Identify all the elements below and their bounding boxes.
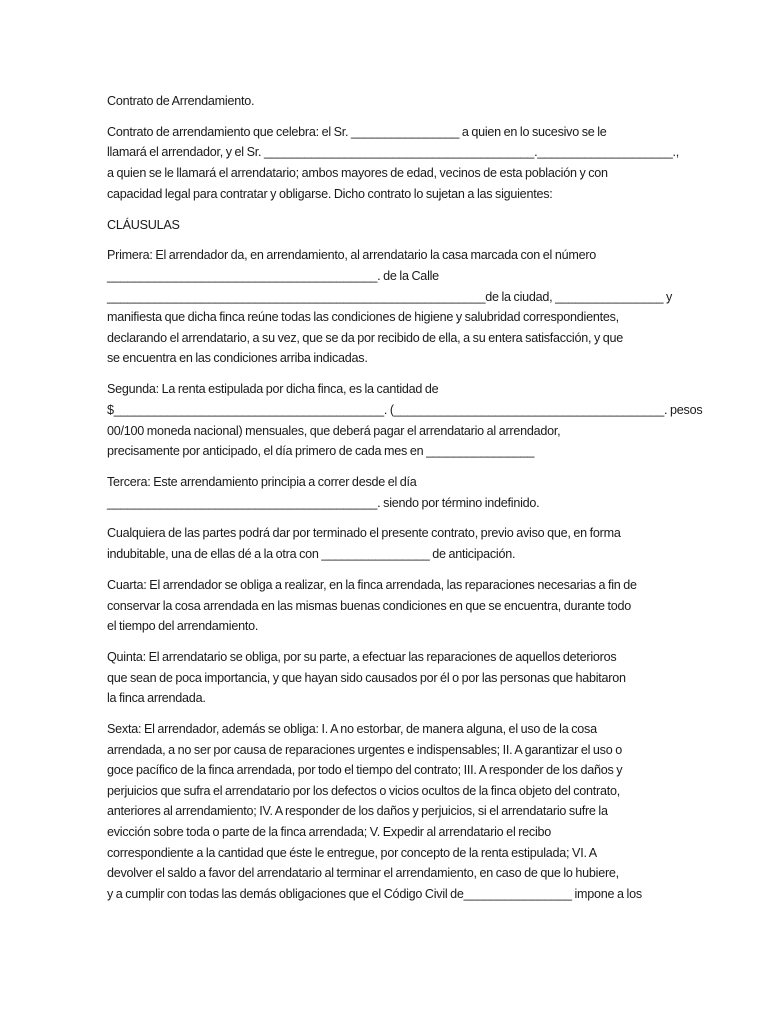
text-line: Contrato de Arrendamiento.	[107, 94, 255, 108]
text-line: Primera: El arrendador da, en arrendamiento, al arrendatario la casa marcada con el número	[107, 248, 597, 263]
text-line: Sexta: El arrendador, además se obliga: I. A no estorbar, de manera alguna, el uso de la cosa	[107, 722, 597, 737]
text-line: Segunda: La renta estipulada por dicha finca, es la cantidad de	[107, 382, 439, 397]
text-line: arrendada, a no ser por causa de reparaciones urgentes e indispensables; II. A garantizar el uso o	[107, 742, 622, 757]
text-line: anteriores al arrendamiento; IV. A responder de los daños y perjuicios, si el arrendatario sufre la	[107, 804, 608, 819]
text-line: CLÁUSULAS	[107, 217, 180, 232]
text-line: Cuarta: El arrendador se obliga a realizar, en la finca arrendada, las reparaciones necesarias a fin de	[107, 577, 637, 592]
document-page	[107, 91, 703, 915]
text-line: Quinta: El arrendatario se obliga, por su parte, a efectuar las reparaciones de aquellos deterioros	[107, 650, 617, 665]
text-line: conservar la cosa arrendada en las mismas buenas condiciones en que se encuentra, durante todo	[107, 598, 631, 613]
text-line: Contrato de arrendamiento que celebra: el Sr. ________________ a quien en lo sucesivo se le	[107, 124, 607, 139]
paragraph-terminacion	[107, 523, 677, 564]
paragraph-title	[107, 91, 677, 112]
text-line: llamará el arrendador, y el Sr. ________________________________________.____________________.,	[107, 145, 679, 160]
text-line: ________________________________________________________de la ciudad, ________________ y	[107, 289, 673, 304]
text-line: manifiesta que dicha finca reúne todas las condiciones de higiene y salubridad correspondientes,	[107, 310, 619, 325]
text-line: indubitable, una de ellas dé a la otra con ________________ de anticipación.	[107, 547, 516, 562]
text-line: correspondiente a la cantidad que éste le entregue, por concepto de la renta estipulada; VI. A	[107, 845, 597, 860]
text-line: se encuentra en las condiciones arriba indicadas.	[107, 351, 368, 366]
paragraph-intro	[107, 122, 677, 204]
text-line: a quien se le llamará el arrendatario; ambos mayores de edad, vecinos de esta población y con	[107, 166, 608, 181]
text-line: evicción sobre toda o parte de la finca arrendada; V. Expedir al arrendatario el recibo	[107, 825, 552, 840]
paragraph-clausulas-heading	[107, 215, 677, 236]
text-line: declarando el arrendatario, a su vez, que se da por recibido de ella, a su entera satisfacción, y que	[107, 330, 624, 345]
text-line: Tercera: Este arrendamiento principia a correr desde el día	[107, 474, 417, 489]
text-line: y a cumplir con todas las demás obligaciones que el Código Civil de________________ impone a los	[107, 886, 642, 901]
text-line: Cualquiera de las partes podrá dar por terminado el presente contrato, previo aviso que, en forma	[107, 526, 621, 541]
text-line: que sean de poca importancia, y que hayan sido causados por él o por las personas que habitaron	[107, 670, 626, 685]
text-line: la finca arrendada.	[107, 691, 206, 706]
text-line: perjuicios que sufra el arrendatario por los defectos o vicios ocultos de la finca objeto del contrato,	[107, 783, 620, 798]
text-line: goce pacífico de la finca arrendada, por todo el tiempo del contrato; III. A responder de los daños y	[107, 763, 623, 778]
paragraph-clausula-sexta	[107, 719, 677, 904]
paragraph-clausula-segunda	[107, 379, 703, 461]
text-line: devolver el saldo a favor del arrendatario al terminar el arrendamiento, en caso de que lo hubiere,	[107, 866, 619, 881]
text-line: el tiempo del arrendamiento.	[107, 619, 259, 634]
text-line: precisamente por anticipado, el día primero de cada mes en ________________	[107, 444, 535, 459]
text-line: ________________________________________. siendo por término indefinido.	[107, 495, 540, 510]
paragraph-clausula-cuarta	[107, 575, 677, 637]
text-line: ________________________________________. de la Calle	[107, 269, 439, 284]
paragraph-clausula-quinta	[107, 647, 677, 709]
paragraph-clausula-tercera	[107, 472, 677, 513]
text-line: 00/100 moneda nacional) mensuales, que deberá pagar el arrendatario al arrendador,	[107, 423, 561, 438]
text-line: capacidad legal para contratar y obligarse. Dicho contrato lo sujetan a las siguientes:	[107, 186, 553, 201]
paragraph-clausula-primera	[107, 245, 677, 369]
text-line: $________________________________________. (________________________________________. pesos	[107, 402, 703, 417]
